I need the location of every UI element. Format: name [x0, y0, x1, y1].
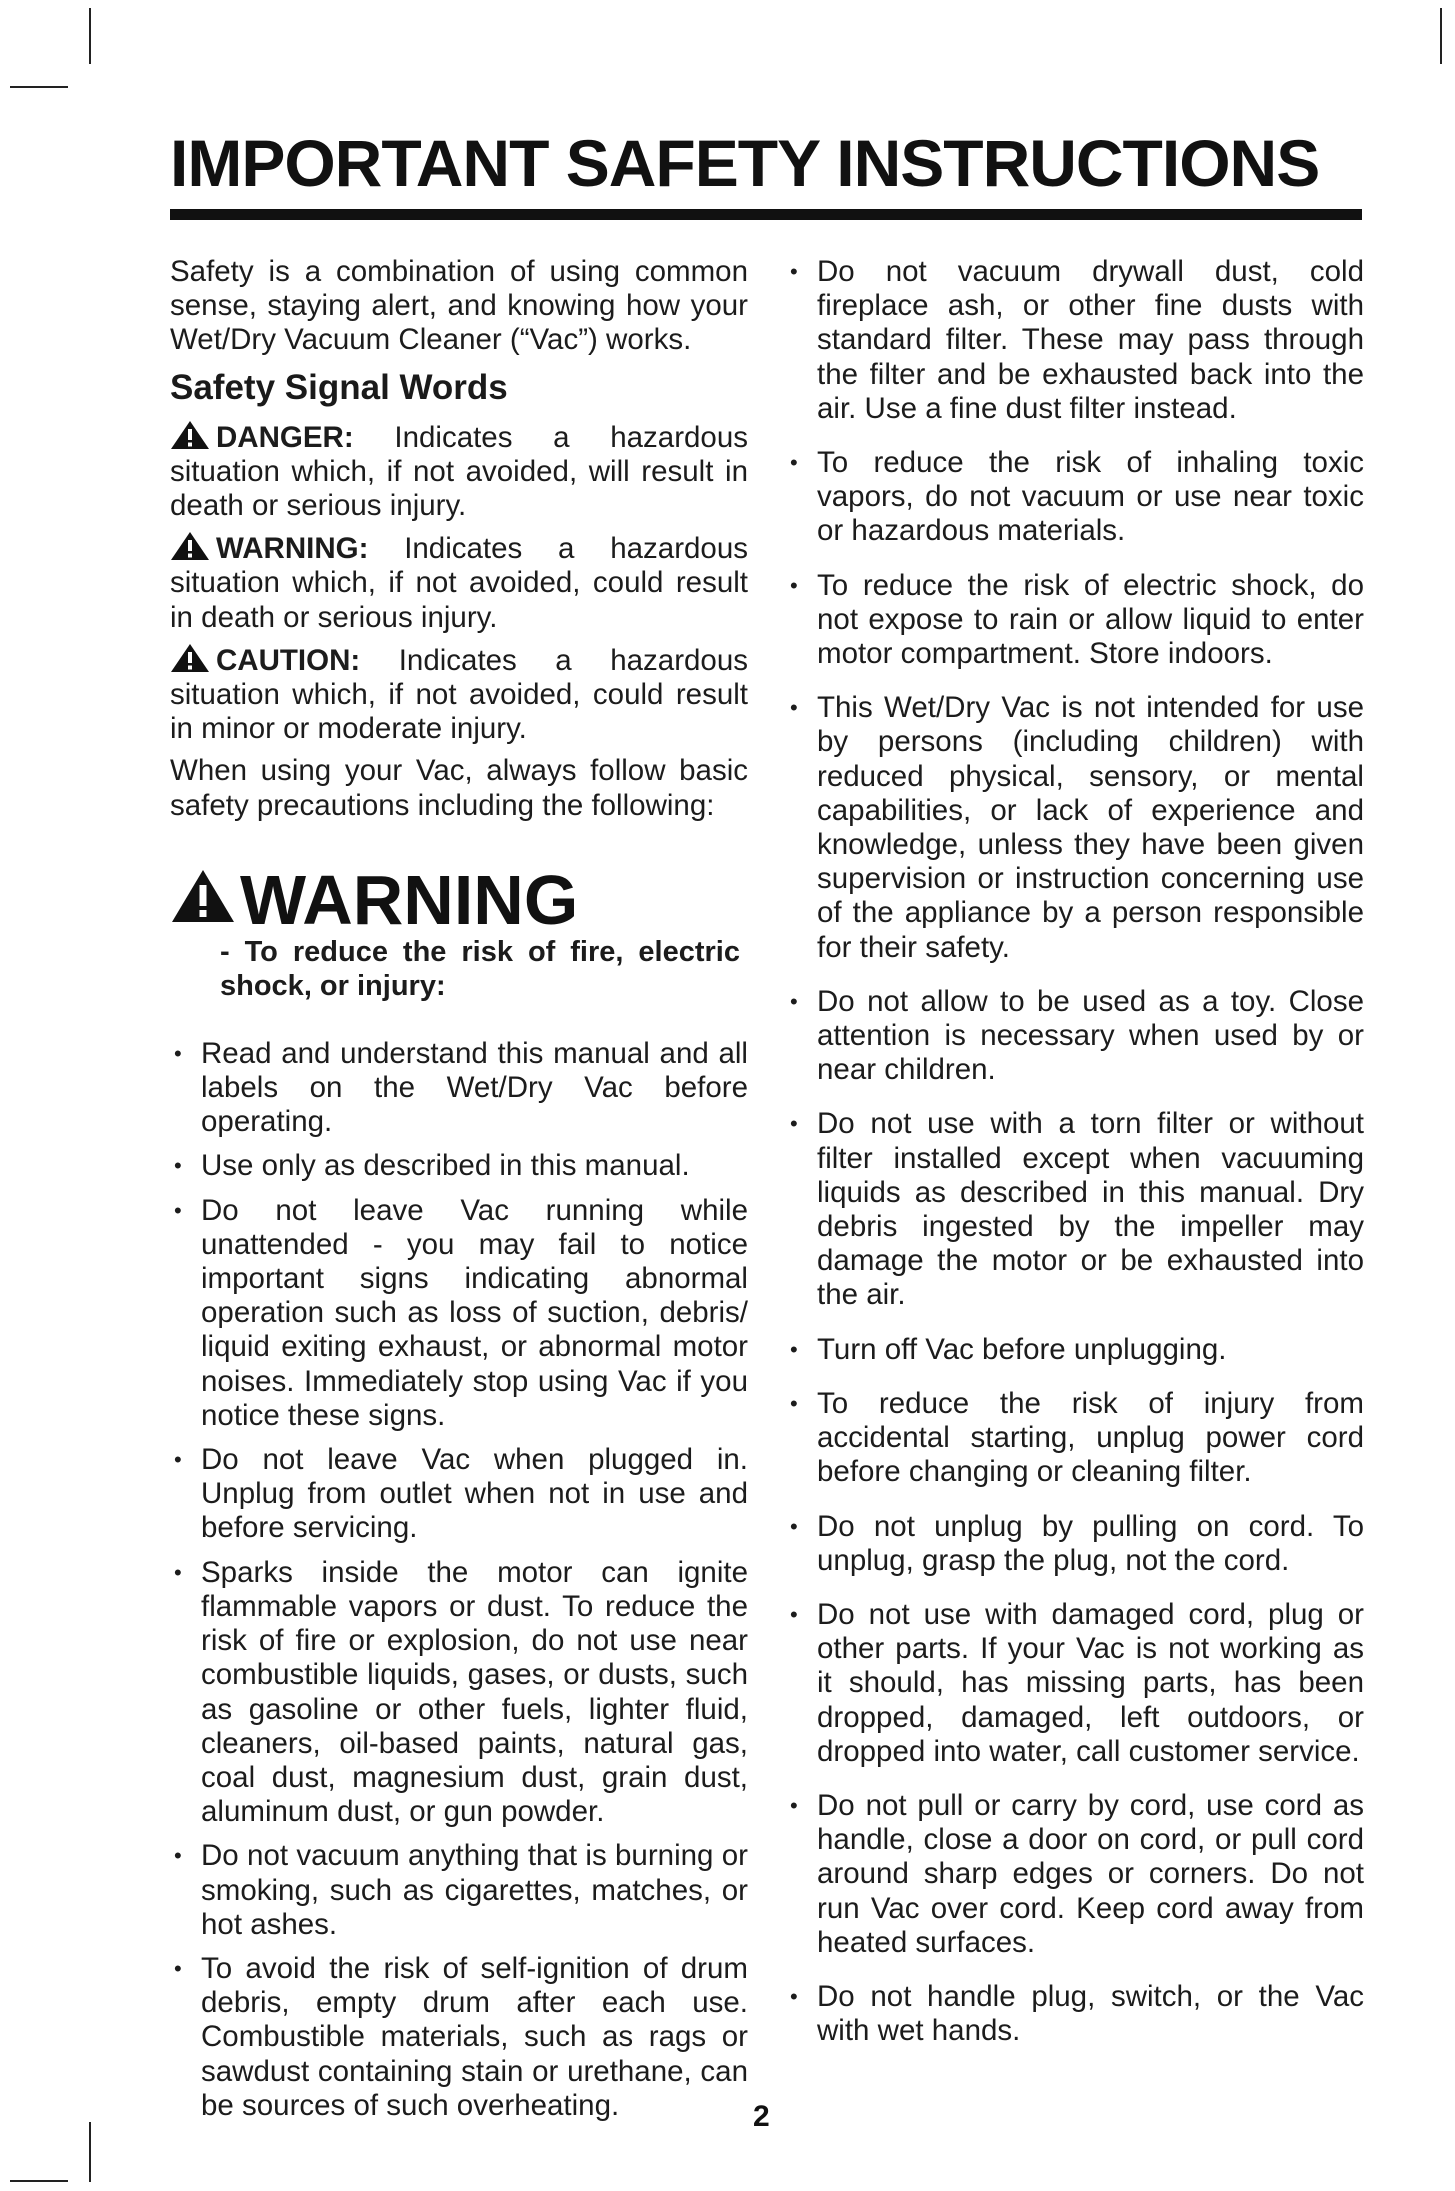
signal-words-heading: Safety Signal Words [170, 367, 508, 407]
list-item: • Do not vacuum drywall dust, cold fireplace ash, or other fine dusts with standard filter. These may pass through the filter and be exhausted back into the air. Use a fine dust filter instead. [786, 255, 1364, 426]
precautions-paragraph: When using your Vac, always follow basic safety precautions including the following: [170, 754, 748, 822]
signal-label: CAUTION: [216, 643, 361, 677]
list-item: • Sparks inside the motor can ignite flammable vapors or dust. To reduce the risk of fire or explosion, do not use near combustible liquids, gases, or dusts, such as gasoline or other fuels, lighter fluid, cleaners, oil-based paints, natural gas, coal dust, magnesium dust, grain dust, aluminum dust, or gun powder. [170, 1556, 748, 1830]
list-item: • Do not pull or carry by cord, use cord as handle, close a door on cord, or pull cord around sharp edges or corners. Do not run Vac over cord. Keep cord away from heated surfaces. [786, 1789, 1364, 1960]
signal-danger [170, 420, 748, 524]
signal-text: Indicates a hazardous situation which, if not avoided, could result in minor or moderate injury. [170, 643, 748, 746]
right-bullet-list [786, 255, 1364, 2048]
signal-text: Indicates a hazardous situation which, if not avoided, will result in death or serious injury. [170, 420, 748, 523]
list-item: • To avoid the risk of self-ignition of drum debris, empty drum after each use. Combustible materials, such as rags or sawdust containing stain or urethane, can be sources of such overheating. [170, 1952, 748, 2123]
page-title: IMPORTANT SAFETY INSTRUCTIONS [170, 126, 1320, 200]
signal-label: DANGER: [216, 420, 354, 454]
warning-triangle-icon [170, 420, 210, 450]
list-item: • To reduce the risk of injury from accidental starting, unplug power cord before changing or cleaning filter. [786, 1387, 1364, 1490]
left-bullet-list [170, 1037, 748, 2123]
list-item: • Do not use with a torn filter or without filter installed except when vacuuming liquids as described in this manual. Dry debris ingested by the impeller may damage the motor or be exhausted into the air. [786, 1107, 1364, 1312]
crop-mark-top-left-vertical [89, 8, 91, 64]
list-item: • Read and understand this manual and all labels on the Wet/Dry Vac before operating. [170, 1037, 748, 1140]
signal-warning [170, 531, 748, 635]
crop-mark-top-left-horizontal [10, 86, 68, 88]
crop-mark-top-right-vertical [1440, 8, 1442, 64]
warning-subtitle: - To reduce the risk of fire, electric shock, or injury: [220, 935, 740, 1002]
signal-text: Indicates a hazardous situation which, if not avoided, could result in death or serious injury. [170, 532, 748, 634]
list-item: • Turn off Vac before unplugging. [786, 1333, 1364, 1367]
warning-block [170, 860, 748, 1003]
list-item: • Do not handle plug, switch, or the Vac with wet hands. [786, 1980, 1364, 2048]
warning-triangle-icon [170, 531, 210, 561]
crop-mark-bottom-left-vertical [89, 2122, 91, 2182]
intro-paragraph: Safety is a combination of using common sense, staying alert, and knowing how your Wet/Dry Vacuum Cleaner (“Vac”) works. [170, 255, 748, 357]
title-rule [170, 209, 1362, 220]
signal-caution [170, 643, 748, 747]
list-item: • This Wet/Dry Vac is not intended for use by persons (including children) with reduced physical, sensory, or mental capabilities, or lack of experience and knowledge, unless they have been given supervision or instruction concerning use of the appliance by a person responsible for their safety. [786, 691, 1364, 965]
left-column [170, 255, 748, 2133]
crop-mark-bottom-left-horizontal [10, 2180, 68, 2182]
list-item: • Do not leave Vac running while unattended - you may fail to notice important signs indicating abnormal operation such as loss of suction, debris/ liquid exiting exhaust, or abnormal motor noises. Immediately stop using Vac if you notice these signs. [170, 1194, 748, 1433]
warning-triangle-icon [170, 643, 210, 673]
page-number: 2 [753, 2100, 770, 2133]
list-item: • Do not use with damaged cord, plug or other parts. If your Vac is not working as it should, has missing parts, has been dropped, damaged, left outdoors, or dropped into water, call customer service. [786, 1598, 1364, 1769]
right-column [786, 255, 1364, 2068]
warning-title-text: WARNING [240, 860, 579, 939]
warning-title [170, 860, 748, 939]
warning-triangle-icon [170, 865, 236, 921]
signal-label: WARNING: [216, 532, 369, 566]
list-item: • To reduce the risk of inhaling toxic vapors, do not vacuum or use near toxic or hazardous materials. [786, 446, 1364, 549]
list-item: • Do not vacuum anything that is burning or smoking, such as cigarettes, matches, or hot ashes. [170, 1839, 748, 1942]
list-item: • Do not leave Vac when plugged in. Unplug from outlet when not in use and before servicing. [170, 1443, 748, 1546]
list-item: • To reduce the risk of electric shock, do not expose to rain or allow liquid to enter motor compartment. Store indoors. [786, 569, 1364, 672]
list-item: • Do not allow to be used as a toy. Close attention is necessary when used by or near children. [786, 985, 1364, 1088]
list-item: • Use only as described in this manual. [170, 1149, 748, 1183]
list-item: • Do not unplug by pulling on cord. To unplug, grasp the plug, not the cord. [786, 1510, 1364, 1578]
